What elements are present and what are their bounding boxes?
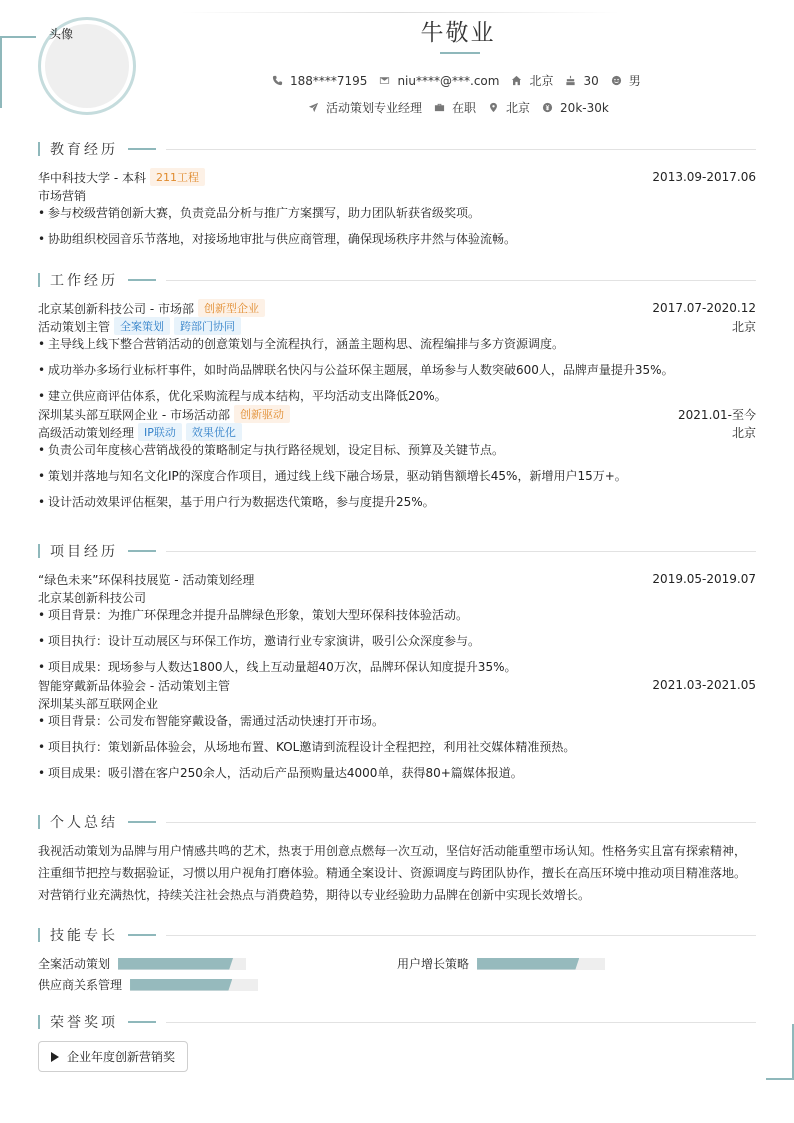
work-bullet: • 成功举办多场行业标杆事件，如时尚品牌联名快闪与公益环保主题展，单场参与人数突破600人，品牌声量提升35%。 xyxy=(38,361,756,387)
role-tag: 跨部门协同 xyxy=(174,317,241,335)
skill-bar-fill xyxy=(477,958,579,970)
project-org-line xyxy=(38,694,756,712)
section-rule xyxy=(166,149,756,150)
phone-text: 188****7195 xyxy=(290,73,368,88)
gender-text: 男 xyxy=(628,74,641,88)
contact-age xyxy=(565,74,598,88)
skill-bar-track xyxy=(118,958,246,970)
summary-line: 对营销行业充满热忱，持续关注社会热点与消费趋势，期待以专业经验助力品牌在创新中实现长效增长。 xyxy=(38,888,591,902)
section-rule xyxy=(166,551,756,552)
header-divider xyxy=(180,12,620,13)
section-rule xyxy=(166,822,756,823)
section-dash xyxy=(128,279,156,281)
residence-text: 北京 xyxy=(529,74,554,88)
contact-residence xyxy=(511,72,553,89)
work-bullet: • 主导线上线下整合营销活动的创意策划与全流程执行，涵盖主题构思、流程编排与多方资源调度。 xyxy=(38,335,756,361)
project-bullet: • 项目成果：吸引潜在客户250余人，活动后产品预购量达4000单，获得80+篇媒体报道。 xyxy=(38,764,756,790)
section-marker xyxy=(38,544,40,558)
education-date: 2013.09-2017.06 xyxy=(652,170,756,184)
project-org-line xyxy=(38,588,756,606)
summary-line: 我视活动策划为品牌与用户情感共鸣的艺术，热衷于用创意点燃每一次互动，坚信好活动能重塑市场认知。性格务实且富有探索精神， xyxy=(38,844,747,858)
education-section xyxy=(38,139,756,256)
name-underline xyxy=(440,52,480,54)
work-date: 2017.07-2020.12 xyxy=(652,301,756,315)
award-name: 企业年度创新营销奖 xyxy=(67,1050,176,1064)
project-bullet: • 项目执行：设计互动展区与环保工作坊，邀请行业专家演讲，吸引公众深度参与。 xyxy=(38,632,756,658)
section-header xyxy=(38,812,756,832)
section-dash xyxy=(128,821,156,823)
section-title: 个人总结 xyxy=(50,815,118,831)
briefcase-icon xyxy=(434,102,445,113)
project-entry-header xyxy=(38,676,756,694)
project-org: 北京某创新科技公司 xyxy=(38,590,147,605)
avatar-label: 头像 xyxy=(49,27,74,41)
section-header xyxy=(38,270,756,290)
skill-name: 用户增长策略 xyxy=(397,957,470,971)
education-entry xyxy=(38,168,756,186)
summary-section xyxy=(38,812,756,906)
work-city: 北京 xyxy=(731,425,756,440)
phone-icon xyxy=(272,75,283,86)
contact-gender xyxy=(611,72,641,89)
project-date: 2019.05-2019.07 xyxy=(652,572,756,586)
project-org: 深圳某头部互联网企业 xyxy=(38,696,159,711)
role-tag: IP联动 xyxy=(138,423,182,441)
section-dash xyxy=(128,148,156,150)
section-header xyxy=(38,1012,756,1032)
company-name: 北京某创新科技公司 - 市场部 xyxy=(38,301,194,316)
company-tag: 创新驱动 xyxy=(234,405,290,423)
work-entry-header xyxy=(38,299,756,317)
project-date: 2021.03-2021.05 xyxy=(652,678,756,692)
summary-text xyxy=(38,840,756,906)
work-section xyxy=(38,270,756,519)
skill-name: 全案活动策划 xyxy=(38,957,111,971)
skills-section xyxy=(38,925,756,995)
job-intent-row xyxy=(0,99,794,116)
section-rule xyxy=(166,935,756,936)
skill-bar-fill xyxy=(130,979,232,991)
awards-section xyxy=(38,1012,756,1072)
project-bullet: • 项目背景：为推广环保理念并提升品牌绿色形象，策划大型环保科技体验活动。 xyxy=(38,606,756,632)
work-bullet: • 设计活动效果评估框架，基于用户行为数据迭代策略，参与度提升25%。 xyxy=(38,493,756,519)
mail-icon xyxy=(379,75,390,86)
section-title: 项目经历 xyxy=(50,544,118,560)
section-dash xyxy=(128,934,156,936)
role-tag: 全案策划 xyxy=(114,317,170,335)
project-entry-header xyxy=(38,570,756,588)
email-text: niu****@***.com xyxy=(397,73,500,88)
company-name: 深圳某头部互联网企业 - 市场活动部 xyxy=(38,407,230,422)
work-entry-header xyxy=(38,405,756,423)
skill-item xyxy=(397,955,756,972)
role-title: 活动策划主管 xyxy=(38,319,111,334)
skill-bar-track xyxy=(130,979,258,991)
project-bullet: • 项目成果：现场参与人数达1800人，线上互动量超40万次，品牌环保认知度提升35%。 xyxy=(38,658,756,676)
intent-status xyxy=(434,99,476,116)
work-bullet: • 建立供应商评估体系，优化采购流程与成本结构，平均活动支出降低20%。 xyxy=(38,387,756,405)
section-dash xyxy=(128,1021,156,1023)
work-role-line xyxy=(38,317,756,335)
company-tag: 创新型企业 xyxy=(198,299,265,317)
intent-position xyxy=(308,99,422,116)
section-marker xyxy=(38,142,40,156)
send-icon xyxy=(308,102,319,113)
section-title: 技能专长 xyxy=(50,928,118,944)
location-icon xyxy=(488,102,499,113)
skill-bar-track xyxy=(477,958,605,970)
skill-bar-fill xyxy=(118,958,233,970)
section-marker xyxy=(38,815,40,829)
section-title: 荣誉奖项 xyxy=(50,1015,118,1031)
project-bullet: • 项目执行：策划新品体验会，从场地布置、KOL邀请到流程设计全程把控，利用社交媒体精准预热。 xyxy=(38,738,756,764)
summary-line: 注重细节把控与数据验证，习惯以用户视角打磨体验。精通全案设计、资源调度与跨团队协作，擅长在高压环境中推动项目精准落地。 xyxy=(38,866,747,880)
section-header xyxy=(38,541,756,561)
age-text: 30 xyxy=(583,73,599,88)
section-dash xyxy=(128,550,156,552)
skills-row xyxy=(38,974,756,995)
projects-section xyxy=(38,541,756,790)
section-marker xyxy=(38,273,40,287)
intent-salary-text: 20k-30k xyxy=(560,100,609,115)
cake-icon xyxy=(565,75,576,86)
education-bullet: • 参与校级营销创新大赛，负责竞品分析与推广方案撰写，助力团队斩获省级奖项。 xyxy=(38,204,756,230)
education-bullet: • 协助组织校园音乐节落地，对接场地审批与供应商管理，确保现场秩序井然与体验流畅。 xyxy=(38,230,756,256)
corner-decoration-bottom-right xyxy=(766,1024,794,1080)
skill-item xyxy=(38,955,397,972)
intent-city-text: 北京 xyxy=(506,101,531,115)
candidate-name: 牛敬业 xyxy=(420,20,496,46)
section-header xyxy=(38,925,756,945)
section-title: 工作经历 xyxy=(50,273,118,289)
work-bullet: • 负责公司年度核心营销战役的策略制定与执行路径规划，设定目标、预算及关键节点。 xyxy=(38,441,756,467)
award-badge xyxy=(38,1041,188,1072)
project-title: “绿色未来”环保科技展览 - 活动策划经理 xyxy=(38,572,255,587)
contact-phone xyxy=(272,74,367,88)
work-bullet: • 策划并落地与知名文化IP的深度合作项目，通过线上线下融合场景，驱动销售额增长45%，新增用户15万+。 xyxy=(38,467,756,493)
role-tag: 效果优化 xyxy=(186,423,242,441)
section-rule xyxy=(166,280,756,281)
home-icon xyxy=(511,75,522,86)
skill-item xyxy=(38,976,399,993)
section-marker xyxy=(38,1015,40,1029)
intent-city xyxy=(488,99,530,116)
work-role-line xyxy=(38,423,756,441)
project-bullet: • 项目背景：公司发布智能穿戴设备，需通过活动快速打开市场。 xyxy=(38,712,756,738)
work-date: 2021.01-至今 xyxy=(678,407,756,422)
skills-row xyxy=(38,953,756,974)
contact-email xyxy=(379,74,499,88)
section-header xyxy=(38,139,756,159)
project-title: 智能穿戴新品体验会 - 活动策划主管 xyxy=(38,678,230,693)
gender-icon xyxy=(611,75,622,86)
intent-position-text: 活动策划专业经理 xyxy=(326,101,423,115)
section-rule xyxy=(166,1022,756,1023)
salary-icon xyxy=(542,102,553,113)
section-marker xyxy=(38,928,40,942)
contact-row xyxy=(0,72,794,89)
major: 市场营销 xyxy=(38,188,87,203)
school-tag: 211工程 xyxy=(150,168,205,186)
role-title: 高级活动策划经理 xyxy=(38,425,135,440)
play-triangle-icon xyxy=(51,1052,59,1062)
skill-name: 供应商关系管理 xyxy=(38,978,123,992)
intent-status-text: 在职 xyxy=(452,101,477,115)
school-name: 华中科技大学 - 本科 xyxy=(38,170,146,185)
section-title: 教育经历 xyxy=(50,142,118,158)
work-city: 北京 xyxy=(731,319,756,334)
intent-salary xyxy=(542,101,609,115)
major-line xyxy=(38,186,756,204)
